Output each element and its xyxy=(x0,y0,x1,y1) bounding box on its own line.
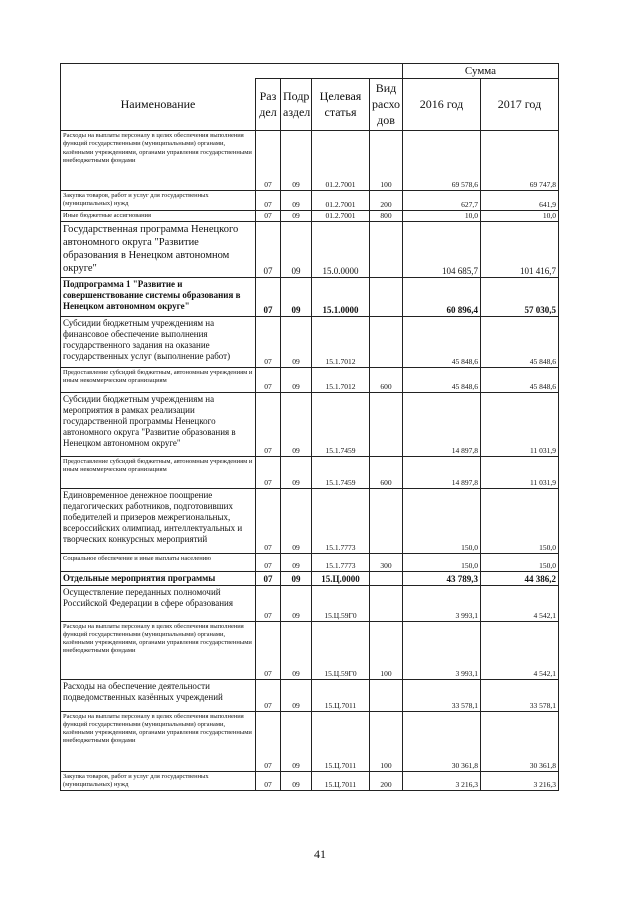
row-vid xyxy=(370,585,403,621)
row-vid: 100 xyxy=(370,711,403,771)
row-vid xyxy=(370,679,403,711)
row-vid: 800 xyxy=(370,210,403,221)
row-vid: 600 xyxy=(370,367,403,392)
row-razdel: 07 xyxy=(256,585,281,621)
row-target: 01.2.7001 xyxy=(312,191,370,210)
row-value-2016: 33 578,1 xyxy=(403,679,481,711)
row-target: 15.0.0000 xyxy=(312,221,370,277)
row-razdel: 07 xyxy=(256,771,281,790)
row-target: 15.Ц.59Г0 xyxy=(312,585,370,621)
row-razdel: 07 xyxy=(256,316,281,367)
row-vid: 100 xyxy=(370,131,403,191)
row-name: Предоставление субсидий бюджетным, автономным учреждениям и иным некоммерческим организациям xyxy=(61,367,256,392)
row-value-2016: 150,0 xyxy=(403,488,481,553)
row-name: Социальное обеспечение и иные выплаты населению xyxy=(61,553,256,571)
row-vid: 300 xyxy=(370,553,403,571)
row-target: 15.1.0000 xyxy=(312,277,370,316)
row-target: 15.Ц.0000 xyxy=(312,571,370,585)
header-vid: Вид расхо дов xyxy=(370,79,403,131)
row-name: Субсидии бюджетным учреждениям на мероприятия в рамках реализации государственной программы Ненецкого автономного округа "Развитие образования в Ненецком автономном округе" xyxy=(61,392,256,456)
row-value-2016: 10,0 xyxy=(403,210,481,221)
row-name: Закупка товаров, работ и услуг для государственных (муниципальных) нужд xyxy=(61,771,256,790)
row-vid: 200 xyxy=(370,191,403,210)
header-podrazdel: Подр аздел xyxy=(281,79,312,131)
header-year-2016: 2016 год xyxy=(403,79,481,131)
row-podrazdel: 09 xyxy=(281,131,312,191)
table-row xyxy=(61,392,559,456)
row-vid: 100 xyxy=(370,621,403,679)
table-row xyxy=(61,711,559,771)
row-name: Отдельные мероприятия программы xyxy=(61,571,256,585)
row-target: 15.Ц.59Г0 xyxy=(312,621,370,679)
row-vid: 200 xyxy=(370,771,403,790)
row-value-2017: 11 031,9 xyxy=(481,456,559,488)
row-target: 15.1.7012 xyxy=(312,367,370,392)
header-razdel: Раз дел xyxy=(256,79,281,131)
table-row xyxy=(61,585,559,621)
row-value-2016: 69 578,6 xyxy=(403,131,481,191)
row-value-2016: 14 897,8 xyxy=(403,456,481,488)
table-row xyxy=(61,456,559,488)
row-podrazdel: 09 xyxy=(281,221,312,277)
row-vid xyxy=(370,277,403,316)
row-value-2017: 30 361,8 xyxy=(481,711,559,771)
row-value-2017: 44 386,2 xyxy=(481,571,559,585)
row-value-2017: 150,0 xyxy=(481,488,559,553)
row-name: Расходы на выплаты персоналу в целях обеспечения выполнения функций государственными (муниципальными) органами, казёнными учреждениями, органами управления государственными внебюджетными фондами xyxy=(61,711,256,771)
row-target: 15.1.7459 xyxy=(312,456,370,488)
row-name: Расходы на обеспечение деятельности подведомственных казённых учреждений xyxy=(61,679,256,711)
row-name: Единовременное денежное поощрение педагогических работников, подготовивших победителей и призеров межрегиональных, всероссийских олимпиад, интеллектуальных и творческих конкурсных мероприятий xyxy=(61,488,256,553)
row-value-2017: 10,0 xyxy=(481,210,559,221)
row-podrazdel: 09 xyxy=(281,277,312,316)
row-name: Осуществление переданных полномочий Российской Федерации в сфере образования xyxy=(61,585,256,621)
header-empty-cell xyxy=(61,64,403,79)
row-value-2016: 45 848,6 xyxy=(403,367,481,392)
row-value-2017: 641,9 xyxy=(481,191,559,210)
row-podrazdel: 09 xyxy=(281,488,312,553)
row-value-2016: 3 993,1 xyxy=(403,621,481,679)
row-razdel: 07 xyxy=(256,367,281,392)
row-value-2017: 69 747,8 xyxy=(481,131,559,191)
table-row xyxy=(61,488,559,553)
table-row xyxy=(61,621,559,679)
row-value-2017: 101 416,7 xyxy=(481,221,559,277)
row-target: 15.1.7773 xyxy=(312,553,370,571)
row-value-2017: 45 848,6 xyxy=(481,367,559,392)
row-razdel: 07 xyxy=(256,191,281,210)
row-value-2017: 150,0 xyxy=(481,553,559,571)
row-razdel: 07 xyxy=(256,553,281,571)
row-razdel: 07 xyxy=(256,711,281,771)
table-row xyxy=(61,553,559,571)
table-row xyxy=(61,131,559,191)
row-podrazdel: 09 xyxy=(281,771,312,790)
row-name: Субсидии бюджетным учреждениям на финансовое обеспечение выполнения государственного задания на оказание государственных услуг (выполнение работ) xyxy=(61,316,256,367)
row-value-2017: 33 578,1 xyxy=(481,679,559,711)
row-value-2017: 3 216,3 xyxy=(481,771,559,790)
row-value-2016: 627,7 xyxy=(403,191,481,210)
row-value-2017: 11 031,9 xyxy=(481,392,559,456)
row-podrazdel: 09 xyxy=(281,571,312,585)
row-vid: 600 xyxy=(370,456,403,488)
row-razdel: 07 xyxy=(256,210,281,221)
header-year-2017: 2017 год xyxy=(481,79,559,131)
table-row xyxy=(61,771,559,790)
table-row xyxy=(61,210,559,221)
row-target: 15.1.7459 xyxy=(312,392,370,456)
table-row xyxy=(61,367,559,392)
table-row xyxy=(61,316,559,367)
row-value-2017: 4 542,1 xyxy=(481,621,559,679)
row-podrazdel: 09 xyxy=(281,210,312,221)
header-summa: Сумма xyxy=(403,64,559,79)
row-podrazdel: 09 xyxy=(281,711,312,771)
row-value-2016: 45 848,6 xyxy=(403,316,481,367)
row-value-2016: 43 789,3 xyxy=(403,571,481,585)
row-target: 15.1.7012 xyxy=(312,316,370,367)
row-name: Закупка товаров, работ и услуг для государственных (муниципальных) нужд xyxy=(61,191,256,210)
row-podrazdel: 09 xyxy=(281,392,312,456)
row-razdel: 07 xyxy=(256,221,281,277)
row-vid xyxy=(370,488,403,553)
row-value-2017: 4 542,1 xyxy=(481,585,559,621)
row-podrazdel: 09 xyxy=(281,316,312,367)
row-razdel: 07 xyxy=(256,392,281,456)
row-razdel: 07 xyxy=(256,571,281,585)
row-target: 01.2.7001 xyxy=(312,131,370,191)
row-name: Государственная программа Ненецкого автономного округа "Развитие образования в Ненецком автономном округе" xyxy=(61,221,256,277)
row-target: 01.2.7001 xyxy=(312,210,370,221)
row-razdel: 07 xyxy=(256,131,281,191)
table-row xyxy=(61,277,559,316)
row-value-2016: 14 897,8 xyxy=(403,392,481,456)
table-row xyxy=(61,679,559,711)
row-podrazdel: 09 xyxy=(281,456,312,488)
row-value-2016: 150,0 xyxy=(403,553,481,571)
row-value-2017: 57 030,5 xyxy=(481,277,559,316)
row-target: 15.Ц.7011 xyxy=(312,711,370,771)
row-value-2016: 3 216,3 xyxy=(403,771,481,790)
row-name: Подпрограмма 1 "Развитие и совершенствование системы образования в Ненецком автономном округе" xyxy=(61,277,256,316)
row-name: Расходы на выплаты персоналу в целях обеспечения выполнения функций государственными (муниципальными) органами, казёнными учреждениями, органами управления государственными внебюджетными фондами xyxy=(61,131,256,191)
row-razdel: 07 xyxy=(256,456,281,488)
row-podrazdel: 09 xyxy=(281,553,312,571)
table-row xyxy=(61,221,559,277)
row-podrazdel: 09 xyxy=(281,367,312,392)
row-name: Иные бюджетные ассигнования xyxy=(61,210,256,221)
budget-table xyxy=(60,63,559,791)
row-razdel: 07 xyxy=(256,679,281,711)
row-razdel: 07 xyxy=(256,277,281,316)
header-name: Наименование xyxy=(61,79,256,131)
row-target: 15.Ц.7011 xyxy=(312,771,370,790)
row-vid xyxy=(370,392,403,456)
row-value-2016: 104 685,7 xyxy=(403,221,481,277)
page-number: 41 xyxy=(314,847,326,861)
table-row xyxy=(61,191,559,210)
row-target: 15.1.7773 xyxy=(312,488,370,553)
row-razdel: 07 xyxy=(256,621,281,679)
row-podrazdel: 09 xyxy=(281,191,312,210)
row-name: Расходы на выплаты персоналу в целях обеспечения выполнения функций государственными (муниципальными) органами, казёнными учреждениями, органами управления государственными внебюджетными фондами xyxy=(61,621,256,679)
row-value-2017: 45 848,6 xyxy=(481,316,559,367)
row-target: 15.Ц.7011 xyxy=(312,679,370,711)
row-value-2016: 60 896,4 xyxy=(403,277,481,316)
header-target: Целевая статья xyxy=(312,79,370,131)
row-vid xyxy=(370,571,403,585)
table-row xyxy=(61,571,559,585)
row-vid xyxy=(370,316,403,367)
row-podrazdel: 09 xyxy=(281,621,312,679)
row-value-2016: 3 993,1 xyxy=(403,585,481,621)
row-name: Предоставление субсидий бюджетным, автономным учреждениям и иным некоммерческим организациям xyxy=(61,456,256,488)
row-razdel: 07 xyxy=(256,488,281,553)
row-vid xyxy=(370,221,403,277)
row-podrazdel: 09 xyxy=(281,585,312,621)
row-value-2016: 30 361,8 xyxy=(403,711,481,771)
row-podrazdel: 09 xyxy=(281,679,312,711)
